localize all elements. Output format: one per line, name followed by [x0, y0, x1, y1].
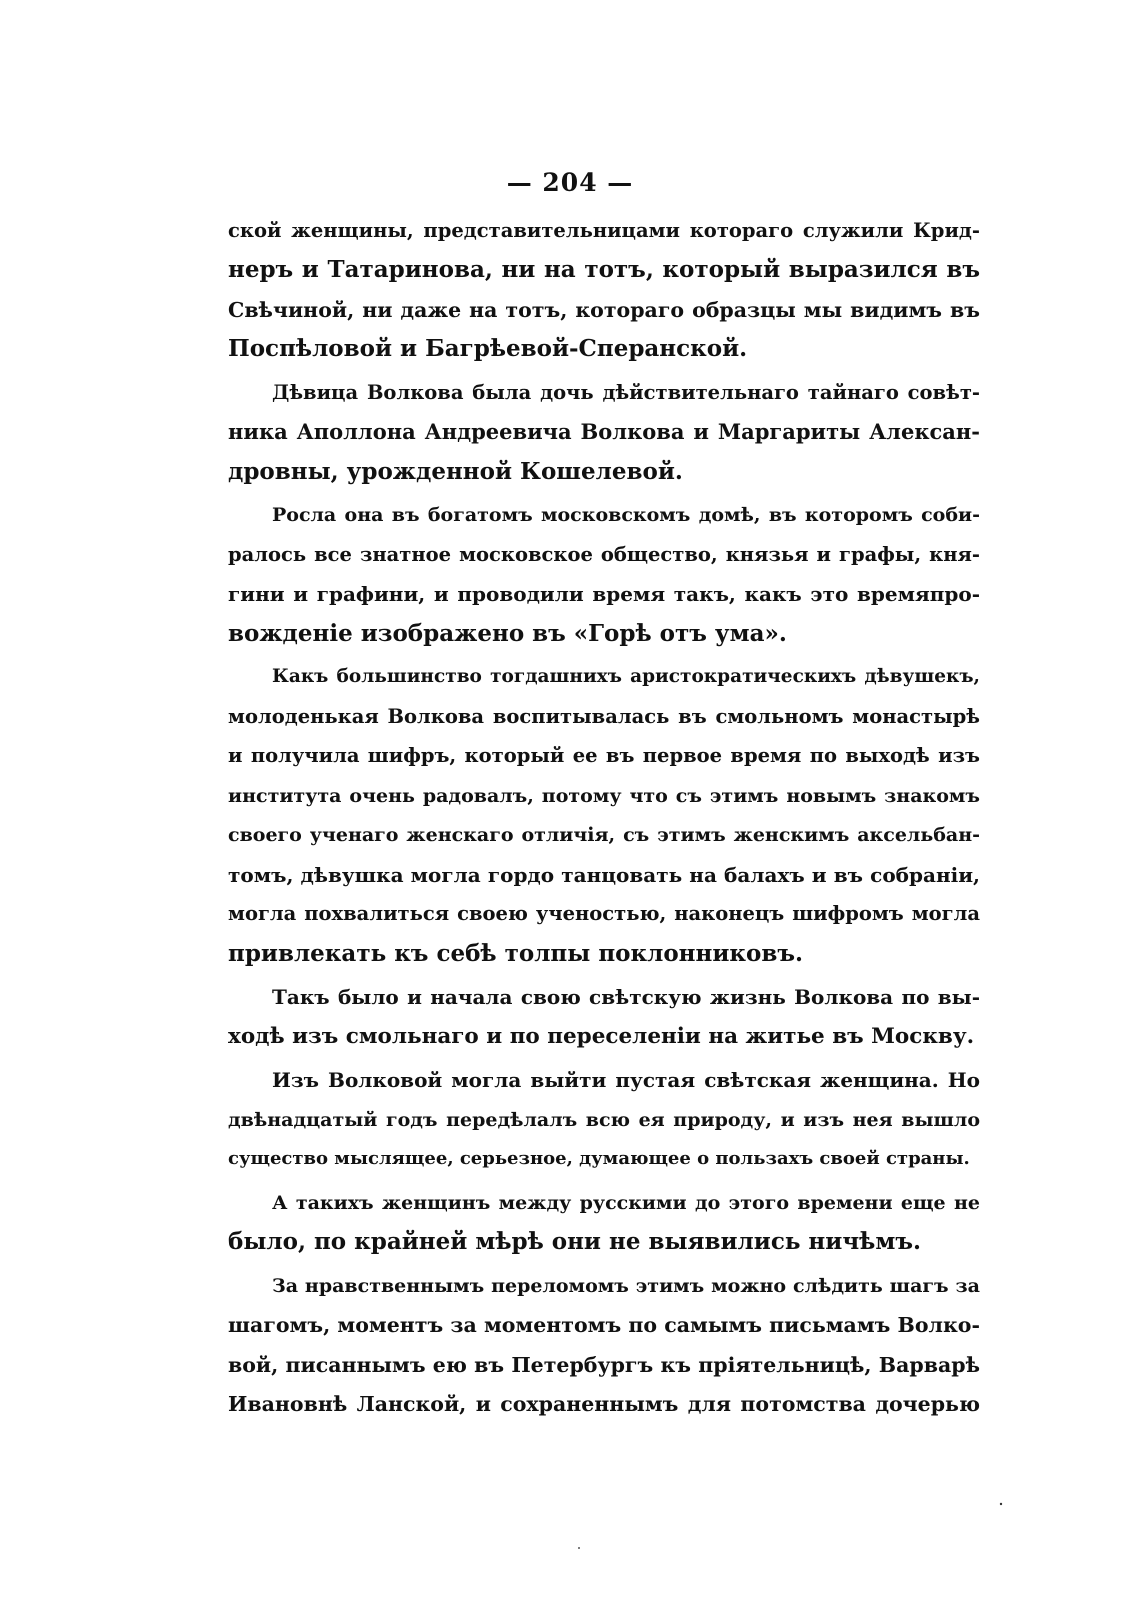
text-line: ралось все знатное московское общество, князья и графы, кня- [228, 543, 980, 566]
text-line: дровны, урожденной Кошелевой. [228, 458, 683, 485]
scan-speck [578, 1547, 580, 1549]
text-line: двѣнадцатый годъ передѣлалъ всю ея природу, и изъ нея вышло [228, 1109, 980, 1131]
text-line: могла похвалиться своею ученостью, наконецъ шифромъ могла [228, 902, 980, 925]
text-line: и получила шифръ, который ее въ первое время по выходѣ изъ [228, 744, 980, 767]
text-line: привлекать къ себѣ толпы поклонниковъ. [228, 940, 803, 967]
text-line: шагомъ, моментъ за моментомъ по самымъ письмамъ Волко- [228, 1313, 980, 1337]
text-line: неръ и Татаринова, ни на тотъ, который выразился въ [228, 256, 980, 283]
text-line: своего ученаго женскаго отличія, съ этимъ женскимъ аксельбан- [228, 824, 980, 846]
text-line: томъ, дѣвушка могла гордо танцовать на балахъ и въ собраніи, [228, 863, 980, 887]
text-line: Такъ было и начала свою свѣтскую жизнь Волкова по вы- [272, 985, 980, 1009]
text-line: существо мыслящее, серьезное, думающее о пользахъ своей страны. [228, 1148, 970, 1169]
text-line: Дѣвица Волкова была дочь дѣйствительнаго тайнаго совѣт- [272, 381, 980, 404]
text-line: вой, писаннымъ ею въ Петербургъ къ пріятельницѣ, Варварѣ [228, 1353, 980, 1377]
text-line: За нравственнымъ переломомъ этимъ можно слѣдить шагъ за [272, 1275, 980, 1297]
text-line: было, по крайней мѣрѣ они не выявились ничѣмъ. [228, 1228, 921, 1255]
text-line: гини и графини, и проводили время такъ, какъ это времяпро- [228, 582, 980, 606]
text-line: ской женщины, представительницами котораго служили Крид- [228, 219, 980, 242]
text-line: Свѣчиной, ни даже на тотъ, котораго образцы мы видимъ въ [228, 298, 980, 322]
text-line: ника Аполлона Андреевича Волкова и Маргариты Алексан- [228, 419, 980, 444]
page-number: — 204 — [506, 168, 634, 197]
text-line: А такихъ женщинъ между русскими до этого времени еще не [272, 1192, 980, 1214]
text-line: Ивановнѣ Ланской, и сохраненнымъ для потомства дочерью [228, 1392, 980, 1416]
scan-speck [1000, 1503, 1002, 1505]
text-line: Изъ Волковой могла выйти пустая свѣтская женщина. Но [272, 1068, 980, 1092]
text-line: ходѣ изъ смольнаго и по переселеніи на житье въ Москву. [228, 1024, 975, 1049]
text-line: Росла она въ богатомъ московскомъ домѣ, въ которомъ соби- [272, 504, 980, 526]
text-line: Поспѣловой и Багрѣевой-Сперанской. [228, 335, 748, 362]
text-line: вожденіе изображено въ «Горѣ отъ ума». [228, 620, 787, 647]
text-line: Какъ большинство тогдашнихъ аристократическихъ дѣвушекъ, [272, 666, 980, 687]
text-line: института очень радовалъ, потому что съ этимъ новымъ знакомъ [228, 785, 980, 807]
text-line: молоденькая Волкова воспитывалась въ смольномъ монастырѣ [228, 705, 980, 728]
